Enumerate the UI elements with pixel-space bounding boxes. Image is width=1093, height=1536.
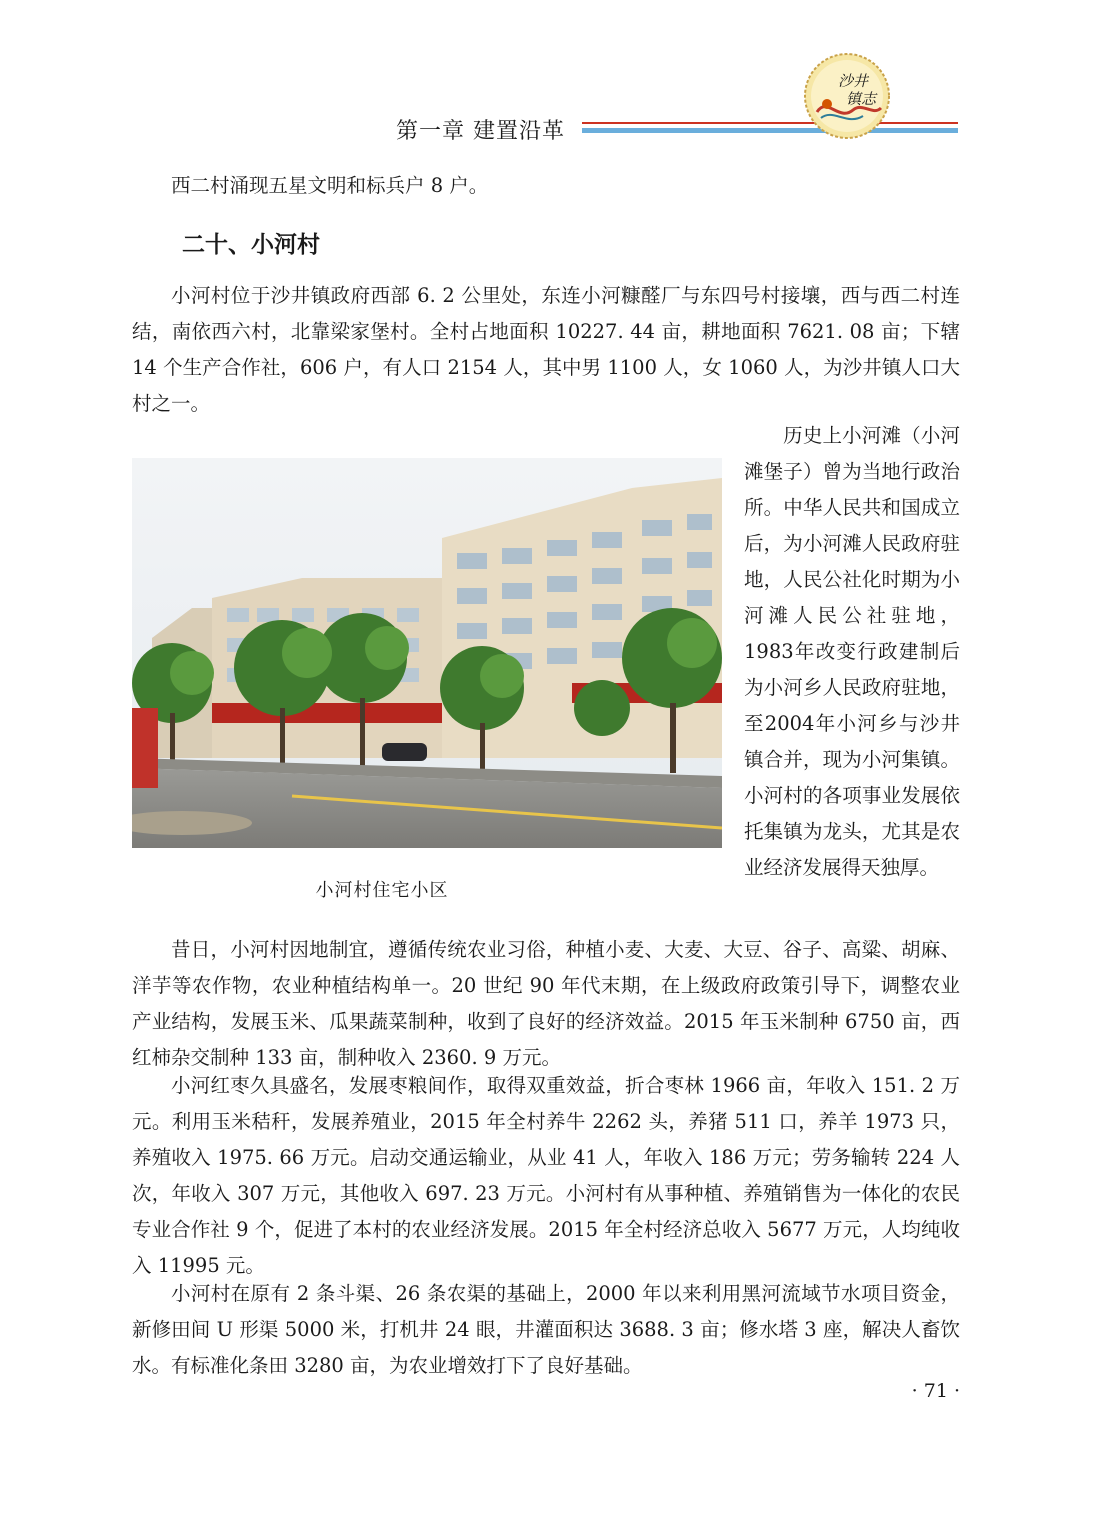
header-rule-blue bbox=[582, 128, 958, 133]
intro-line: 西二村涌现五星文明和标兵户 8 户。 bbox=[171, 174, 489, 197]
paragraph-3: 小河红枣久具盛名，发展枣粮间作，取得双重效益，折合枣林 1966 亩，年收入 151. 2 万元。利用玉米秸秆，发展养殖业，2015 年全村养牛 2262 头，养猪 511 口，养羊 1973 只，养殖收入 1975. 66 万元。启动交通运输业，从业 41 人，年收入 186 万元；劳务输转 224 人次，年收入 307 万元，其他收入 697. 23 万元。小河村有从事种植、养殖销售为一体化的农民专业合作社 9 个，促进了本村的农业经济发展。2015 年全村经济总收入 5677 万元，人均纯收入 11995 元。 bbox=[132, 1074, 960, 1277]
chapter-title: 第一章 建置沿革 bbox=[396, 119, 565, 144]
section-title: 二十、小河村 bbox=[182, 232, 320, 258]
page-number: · 71 · bbox=[911, 1380, 960, 1402]
photo-caption: 小河村住宅小区 bbox=[315, 880, 449, 901]
paragraph-2: 昔日，小河村因地制宜，遵循传统农业习俗，种植小麦、大麦、大豆、谷子、高粱、胡麻、洋芋等农作物，农业种植结构单一。20 世纪 90 年代末期，在上级政府政策引导下，调整农业产业结构，发展玉米、瓜果蔬菜制种，收到了良好的经济效益。2015 年玉米制种 6750 亩，西红柿杂交制种 133 亩，制种收入 2360. 9 万元。 bbox=[132, 938, 960, 1069]
svg-text:镇志: 镇志 bbox=[845, 90, 877, 108]
side-column-text bbox=[744, 418, 960, 886]
side-column-content: 历史上小河滩（小河滩堡子）曾为当地行政治所。中华人民共和国成立后，为小河滩人民政府驻地，人民公社化时期为小河滩人民公社驻地，1983年改变行政建制后为小河乡人民政府驻地，至2004年小河乡与沙井镇合并，现为小河集镇。小河村的各项事业发展依托集镇为龙头，尤其是农业经济发展得天独厚。 bbox=[744, 424, 960, 879]
paragraph-1: 小河村位于沙井镇政府西部 6. 2 公里处，东连小河糠醛厂与东四号村接壤，西与西二村连结，南依西六村，北靠梁家堡村。全村占地面积 10227. 44 亩，耕地面积 7621. 08 亩；下辖 14 个生产合作社，606 户，有人口 2154 人，其中男 1100 人，女 1060 人，为沙井镇人口大村之一。 bbox=[132, 284, 960, 415]
header-rule-red bbox=[582, 122, 958, 124]
book-emblem-logo bbox=[803, 52, 891, 140]
paragraph-4: 小河村在原有 2 条斗渠、26 条农渠的基础上，2000 年以来利用黑河流域节水项目资金，新修田间 U 形渠 5000 米，打机井 24 眼，井灌面积达 3688. 3 亩；修水塔 3 座，解决人畜饮水。有标准化条田 3280 亩，为农业增效打下了良好基础。 bbox=[132, 1282, 960, 1377]
svg-text:沙井: 沙井 bbox=[837, 72, 869, 90]
residential-area-photo bbox=[132, 458, 722, 848]
